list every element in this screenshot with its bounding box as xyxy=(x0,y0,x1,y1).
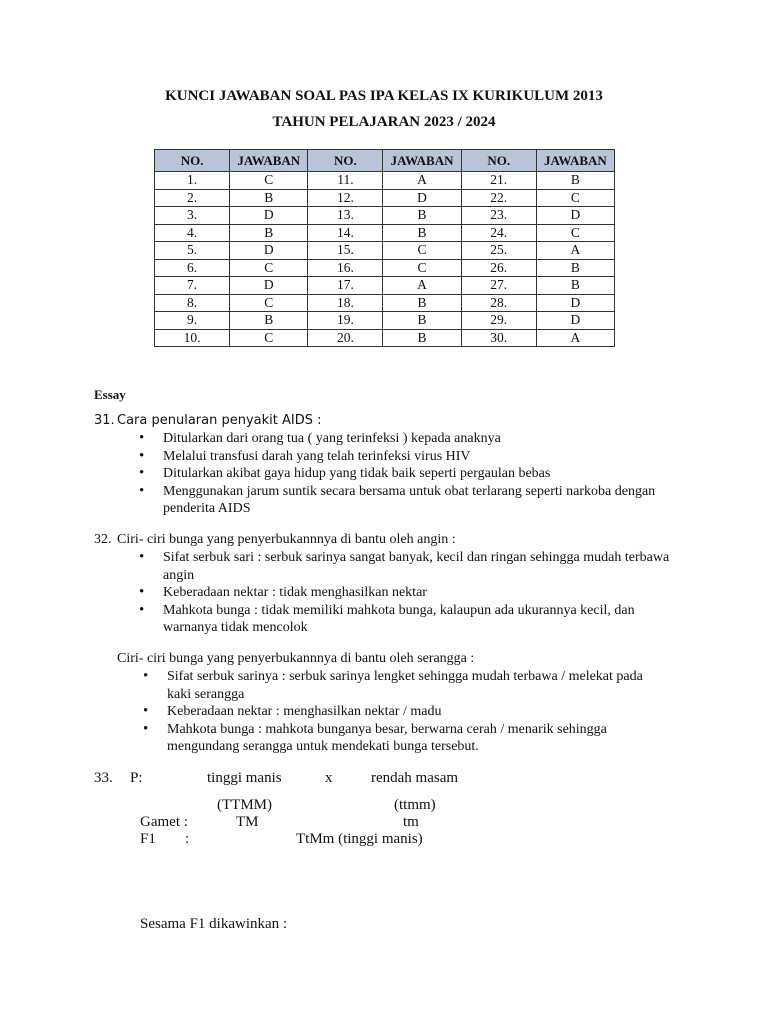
table-row xyxy=(155,207,615,225)
question-number-cell: 26. xyxy=(461,259,536,277)
answer-cell: C xyxy=(230,259,308,277)
table-header-cell: NO. xyxy=(308,150,383,172)
q33-parent-2: rendah masam xyxy=(371,770,459,786)
question-number-cell: 7. xyxy=(155,277,230,295)
question-number-cell: 15. xyxy=(308,242,383,260)
question-number-cell: 20. xyxy=(308,329,383,347)
table-row xyxy=(155,189,615,207)
table-header-cell: JAWABAN xyxy=(230,150,308,172)
question-number-cell: 19. xyxy=(308,312,383,330)
title-line-1: KUNCI JAWABAN SOAL PAS IPA KELAS IX KURIKULUM 2013 xyxy=(165,88,603,104)
q33-gamet-2: tm xyxy=(403,814,419,830)
table-header-row xyxy=(155,150,615,172)
answer-cell: C xyxy=(383,242,461,260)
answer-cell: C xyxy=(536,189,614,207)
question-number-cell: 29. xyxy=(461,312,536,330)
list-item: • Keberadaan nektar : tidak menghasilkan nektar xyxy=(139,584,674,602)
answer-cell: A xyxy=(536,242,614,260)
answer-cell: D xyxy=(230,207,308,225)
answer-cell: B xyxy=(383,312,461,330)
answer-cell: C xyxy=(230,172,308,190)
answer-cell: B xyxy=(383,207,461,225)
answer-cell: B xyxy=(230,312,308,330)
table-row xyxy=(155,312,615,330)
list-item: • Ditularkan dari orang tua ( yang terinfeksi ) kepada anaknya xyxy=(139,430,679,448)
answer-cell: D xyxy=(536,207,614,225)
table-row xyxy=(155,277,615,295)
question-number-cell: 30. xyxy=(461,329,536,347)
question-number-cell: 13. xyxy=(308,207,383,225)
list-item: • Keberadaan nektar : menghasilkan nektar / madu xyxy=(143,703,663,721)
q31-number: 31. xyxy=(94,413,115,428)
q32-insect-heading: Ciri- ciri bunga yang penyerbukannnya di bantu oleh serangga : xyxy=(117,651,475,666)
answer-cell: D xyxy=(383,189,461,207)
list-item: • Sifat serbuk sarinya : serbuk sarinya lengket sehingga mudah terbawa / melekat pada kaki serangga xyxy=(143,668,663,703)
q32-list-insect xyxy=(143,668,663,756)
question-number-cell: 6. xyxy=(155,259,230,277)
q33-gamet-label: Gamet : xyxy=(140,814,188,830)
table-row xyxy=(155,329,615,347)
question-number-cell: 22. xyxy=(461,189,536,207)
question-number-cell: 8. xyxy=(155,294,230,312)
q33-gamet-1: TM xyxy=(236,814,259,830)
list-item: • Menggunakan jarum suntik secara bersama untuk obat terlarang seperti narkoba dengan penderita AIDS xyxy=(139,483,679,518)
table-header-cell: NO. xyxy=(461,150,536,172)
question-number-cell: 27. xyxy=(461,277,536,295)
q33-parent-1: tinggi manis xyxy=(207,770,282,786)
list-item: • Mahkota bunga : tidak memiliki mahkota bunga, kalaupun ada ukurannya kecil, dan warnanya tidak mencolok xyxy=(139,602,674,637)
answer-cell: C xyxy=(536,224,614,242)
question-number-cell: 24. xyxy=(461,224,536,242)
table-row xyxy=(155,242,615,260)
answer-cell: B xyxy=(383,224,461,242)
answer-cell: B xyxy=(536,259,614,277)
answer-cell: A xyxy=(536,329,614,347)
question-number-cell: 3. xyxy=(155,207,230,225)
question-number-cell: 14. xyxy=(308,224,383,242)
q33-f1-label: F1 xyxy=(140,831,156,847)
title-line-2: TAHUN PELAJARAN 2023 / 2024 xyxy=(272,114,496,130)
answer-cell: C xyxy=(383,259,461,277)
question-number-cell: 16. xyxy=(308,259,383,277)
table-header-cell: NO. xyxy=(155,150,230,172)
answer-cell: B xyxy=(536,172,614,190)
list-item: • Melalui transfusi darah yang telah terinfeksi virus HIV xyxy=(139,448,679,466)
answer-cell: B xyxy=(383,294,461,312)
question-number-cell: 12. xyxy=(308,189,383,207)
q33-f1-colon: : xyxy=(185,831,190,847)
q31-list xyxy=(139,430,679,518)
table-body xyxy=(155,172,615,347)
question-number-cell: 4. xyxy=(155,224,230,242)
question-number-cell: 2. xyxy=(155,189,230,207)
table-row xyxy=(155,172,615,190)
table-row xyxy=(155,294,615,312)
table-row xyxy=(155,224,615,242)
question-number-cell: 5. xyxy=(155,242,230,260)
answer-cell: A xyxy=(383,172,461,190)
table-header-cell: JAWABAN xyxy=(383,150,461,172)
question-number-cell: 25. xyxy=(461,242,536,260)
q33-cross: x xyxy=(325,770,333,786)
q32-list-wind xyxy=(139,549,674,637)
answer-key-table xyxy=(154,149,615,347)
answer-cell: D xyxy=(536,312,614,330)
q31-question: Cara penularan penyakit AIDS : xyxy=(117,413,322,428)
list-item: • Sifat serbuk sari : serbuk sarinya sangat banyak, kecil dan ringan sehingga mudah terbawa angin xyxy=(139,549,674,584)
answer-cell: D xyxy=(230,277,308,295)
q33-genotype-2: (ttmm) xyxy=(394,797,436,813)
question-number-cell: 23. xyxy=(461,207,536,225)
list-item: • Ditularkan akibat gaya hidup yang tidak baik seperti pergaulan bebas xyxy=(139,465,679,483)
table-header-cell: JAWABAN xyxy=(536,150,614,172)
answer-cell: B xyxy=(383,329,461,347)
answer-cell: B xyxy=(230,189,308,207)
question-number-cell: 21. xyxy=(461,172,536,190)
answer-cell: A xyxy=(383,277,461,295)
answer-cell: C xyxy=(230,294,308,312)
q32-number: 32. xyxy=(94,532,112,547)
question-number-cell: 1. xyxy=(155,172,230,190)
question-number-cell: 28. xyxy=(461,294,536,312)
q32-question: Ciri- ciri bunga yang penyerbukannnya di bantu oleh angin : xyxy=(117,532,456,547)
q33-p-label: P: xyxy=(130,770,143,786)
q33-f1-result: TtMm (tinggi manis) xyxy=(296,831,423,847)
q33-sesama-f1: Sesama F1 dikawinkan : xyxy=(140,916,288,932)
question-number-cell: 17. xyxy=(308,277,383,295)
question-number-cell: 11. xyxy=(308,172,383,190)
list-item: • Mahkota bunga : mahkota bunganya besar, berwarna cerah / menarik sehingga mengundang serangga untuk mendekati bunga tersebut. xyxy=(143,721,663,756)
question-number-cell: 9. xyxy=(155,312,230,330)
answer-cell: D xyxy=(230,242,308,260)
answer-cell: B xyxy=(536,277,614,295)
table-row xyxy=(155,259,615,277)
answer-cell: B xyxy=(230,224,308,242)
answer-cell: C xyxy=(230,329,308,347)
q33-genotype-1: (TTMM) xyxy=(217,797,272,813)
question-number-cell: 10. xyxy=(155,329,230,347)
question-number-cell: 18. xyxy=(308,294,383,312)
essay-heading: Essay xyxy=(94,387,126,402)
answer-cell: D xyxy=(536,294,614,312)
q33-number: 33. xyxy=(94,770,113,786)
